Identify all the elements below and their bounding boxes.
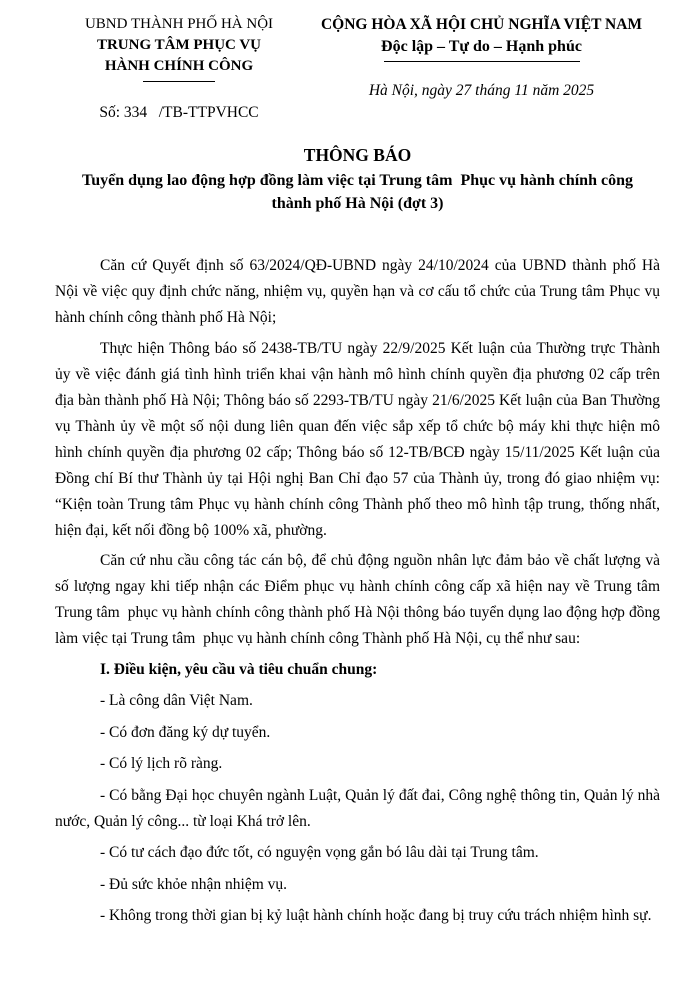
paragraph-legal-basis-1: Căn cứ Quyết định số 63/2024/QĐ-UBND ngày 24/10/2024 của UBND thành phố Hà Nội về việc quy định chức năng, nhiệm vụ, quyền hạn và cơ cấu tổ chức của Trung tâm Phục vụ hành chính công thành phố Hà Nội; <box>55 257 660 326</box>
org-parent-name: UBND THÀNH PHỐ HÀ NỘI <box>84 16 274 32</box>
document-number: Số: 334 /TB-TTPVHCC <box>99 104 259 121</box>
requirement-item-4: - Có bằng Đại học chuyên ngành Luật, Quản lý đất đai, Công nghệ thông tin, Quản lý nhà nước, Quản lý công... từ loại Khá trở lên. <box>55 786 660 830</box>
document-title: THÔNG BÁO <box>303 145 412 165</box>
paragraph-legal-basis-2: Thực hiện Thông báo số 2438-TB/TU ngày 22/9/2025 Kết luận của Thường trực Thành ủy về việc đánh giá tình hình triển khai vận hành mô hình chính quyền địa phương 02 cấp trên địa bàn thành phố Hà Nội; Thông báo số 2293-TB/TU ngày 21/6/2025 Kết luận của Ban Thường vụ Thành ủy về một số nội dung liên quan đến việc sắp xếp tổ chức bộ máy khi thực hiện mô hình chính quyền địa phương 02 cấp; Thông báo số 12-TB/BCĐ ngày 15/11/2025 Kết luận của Đồng chí Bí thư Thành ủy tại Hội nghị Ban Chỉ đạo 57 của Thành ủy, trong đó giao nhiệm vụ: “Kiện toàn Trung tâm Phục vụ hành chính công Thành phố theo mô hình tập trung, thống nhất, hiện đại, kết nối đồng bộ 100% xã, phường. <box>55 339 660 539</box>
title-block <box>55 144 660 215</box>
national-header-block <box>303 14 660 100</box>
issuing-org-block <box>55 14 303 122</box>
org-name-line1: TRUNG TÂM PHỤC VỤ <box>96 37 262 53</box>
requirement-item-2: - Có đơn đăng ký dự tuyển. <box>100 723 271 741</box>
motto-underline-rule <box>384 61 580 62</box>
place-date-line: Hà Nội, ngày 27 tháng 11 năm 2025 <box>368 82 595 99</box>
document-subtitle: Tuyển dụng lao động hợp đồng làm việc tại Trung tâm Phục vụ hành chính công thành phố Hà Nội (đợt 3) <box>82 172 633 212</box>
org-name-line2: HÀNH CHÍNH CÔNG <box>104 58 254 74</box>
national-motto: Độc lập – Tự do – Hạnh phúc <box>381 38 582 55</box>
requirement-item-5: - Có tư cách đạo đức tốt, có nguyện vọng gắn bó lâu dài tại Trung tâm. <box>100 844 539 861</box>
requirement-item-6: - Đủ sức khỏe nhận nhiệm vụ. <box>100 875 288 893</box>
section-heading-conditions: I. Điều kiện, yêu cầu và tiêu chuẩn chung: <box>100 660 378 678</box>
requirement-item-1: - Là công dân Việt Nam. <box>100 692 253 709</box>
document-body <box>55 253 660 929</box>
org-underline-rule <box>143 81 215 82</box>
requirement-item-3: - Có lý lịch rõ ràng. <box>100 755 223 772</box>
document-header <box>55 14 660 122</box>
paragraph-purpose: Căn cứ nhu cầu công tác cán bộ, để chủ động nguồn nhân lực đảm bảo về chất lượng và số lượng ngay khi tiếp nhận các Điểm phục vụ hành chính công cấp xã hiện nay về Trung tâm Trung tâm phục vụ hành chính công thành phố Hà Nội thông báo tuyển dụng lao động hợp đồng làm việc tại Trung tâm phục vụ hành chính công Thành phố Hà Nội, cụ thể như sau: <box>55 552 660 647</box>
national-title: CỘNG HÒA XÃ HỘI CHỦ NGHĨA VIỆT NAM <box>320 16 643 33</box>
requirement-item-7: - Không trong thời gian bị kỷ luật hành chính hoặc đang bị truy cứu trách nhiệm hình sự. <box>100 907 652 924</box>
